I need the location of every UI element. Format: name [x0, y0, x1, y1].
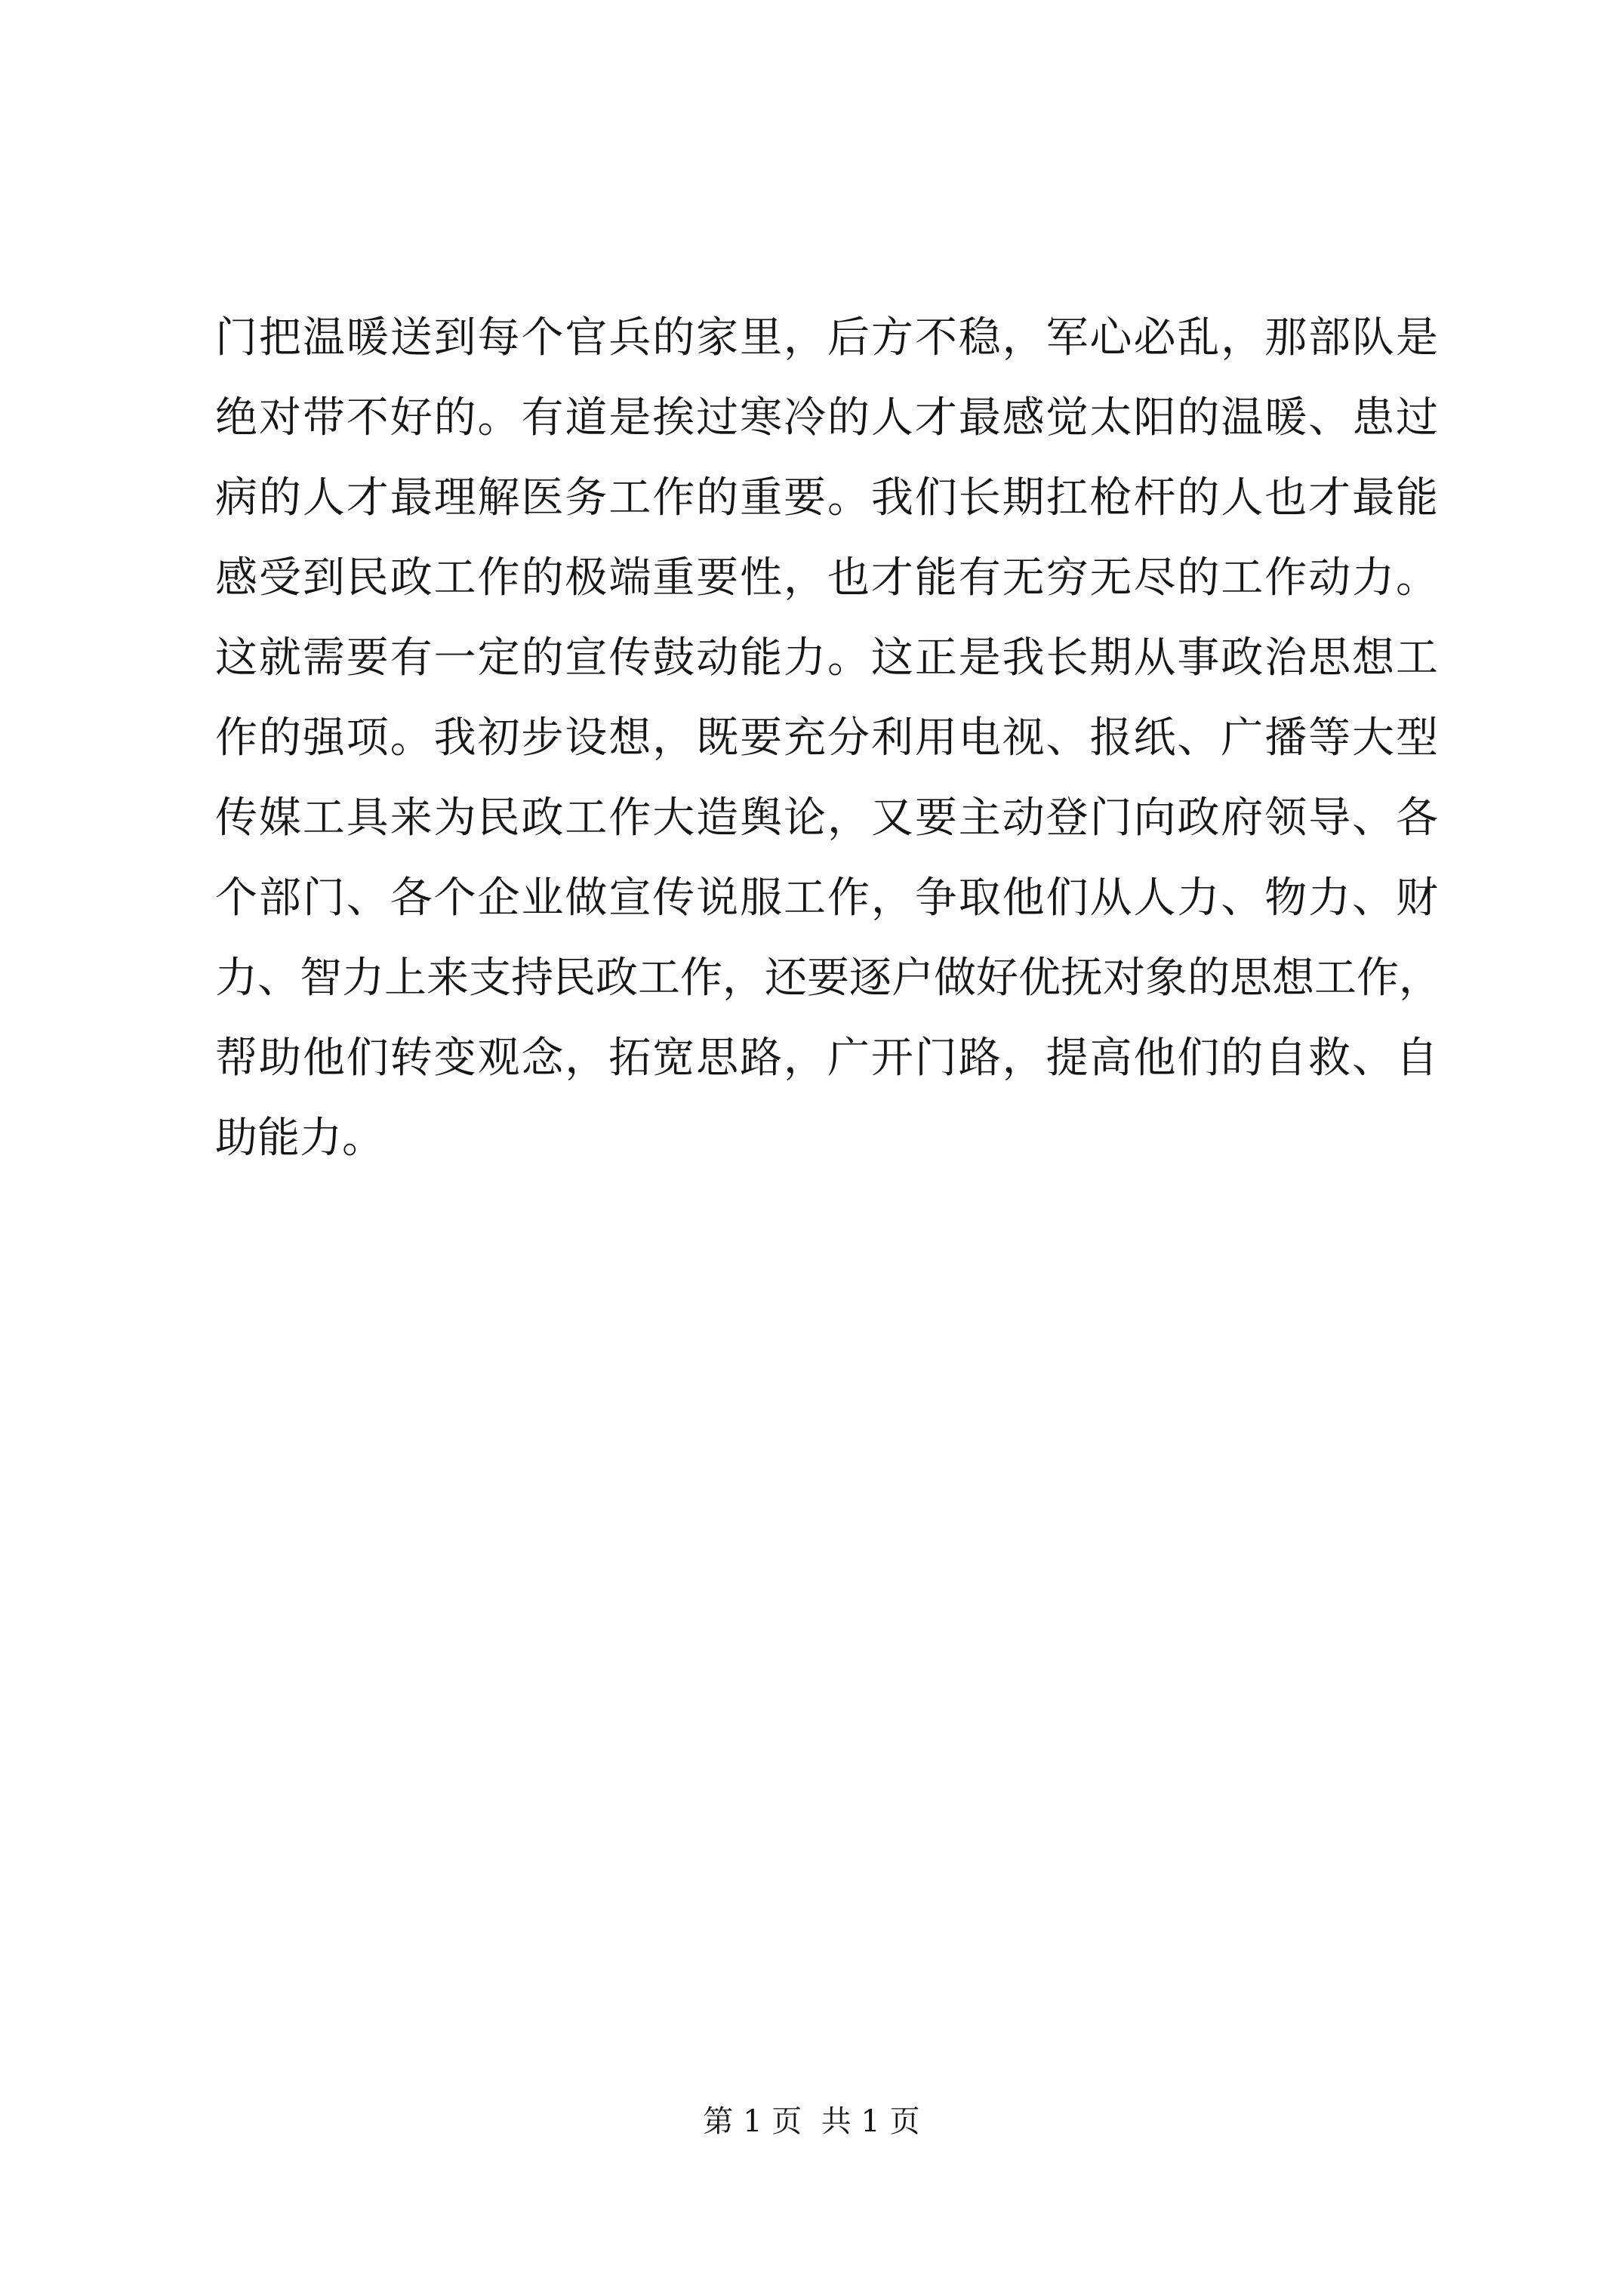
text-line: 作的强项。我初步设想，既要充分利用电视、报纸、广播等大型	[215, 713, 1438, 763]
text-line: 感受到民政工作的极端重要性，也才能有无穷无尽的工作动力。	[215, 553, 1438, 603]
text-line: 帮助他们转变观念，拓宽思路，广开门路，提高他们的自救、自	[215, 1034, 1438, 1083]
text-line: 个部门、各个企业做宣传说服工作，争取他们从人力、物力、财	[215, 874, 1438, 923]
text-line: 病的人才最理解医务工作的重要。我们长期扛枪杆的人也才最能	[215, 473, 1438, 522]
text-line: 门把温暖送到每个官兵的家里，后方不稳，军心必乱，那部队是	[215, 313, 1438, 362]
text-line: 助能力。	[215, 1114, 384, 1163]
text-line: 力、智力上来支持民政工作，还要逐户做好优抚对象的思想工作，	[215, 954, 1441, 1003]
text-line: 这就需要有一定的宣传鼓动能力。这正是我长期从事政治思想工	[215, 633, 1438, 683]
page-footer: 第 1 页 共 1 页	[703, 2104, 920, 2139]
text-line: 传媒工具来为民政工作大造舆论，又要主动登门向政府领导、各	[215, 794, 1438, 843]
text-line: 绝对带不好的。有道是挨过寒冷的人才最感觉太阳的温暖、患过	[215, 393, 1438, 442]
body-paragraph	[215, 298, 1441, 1179]
